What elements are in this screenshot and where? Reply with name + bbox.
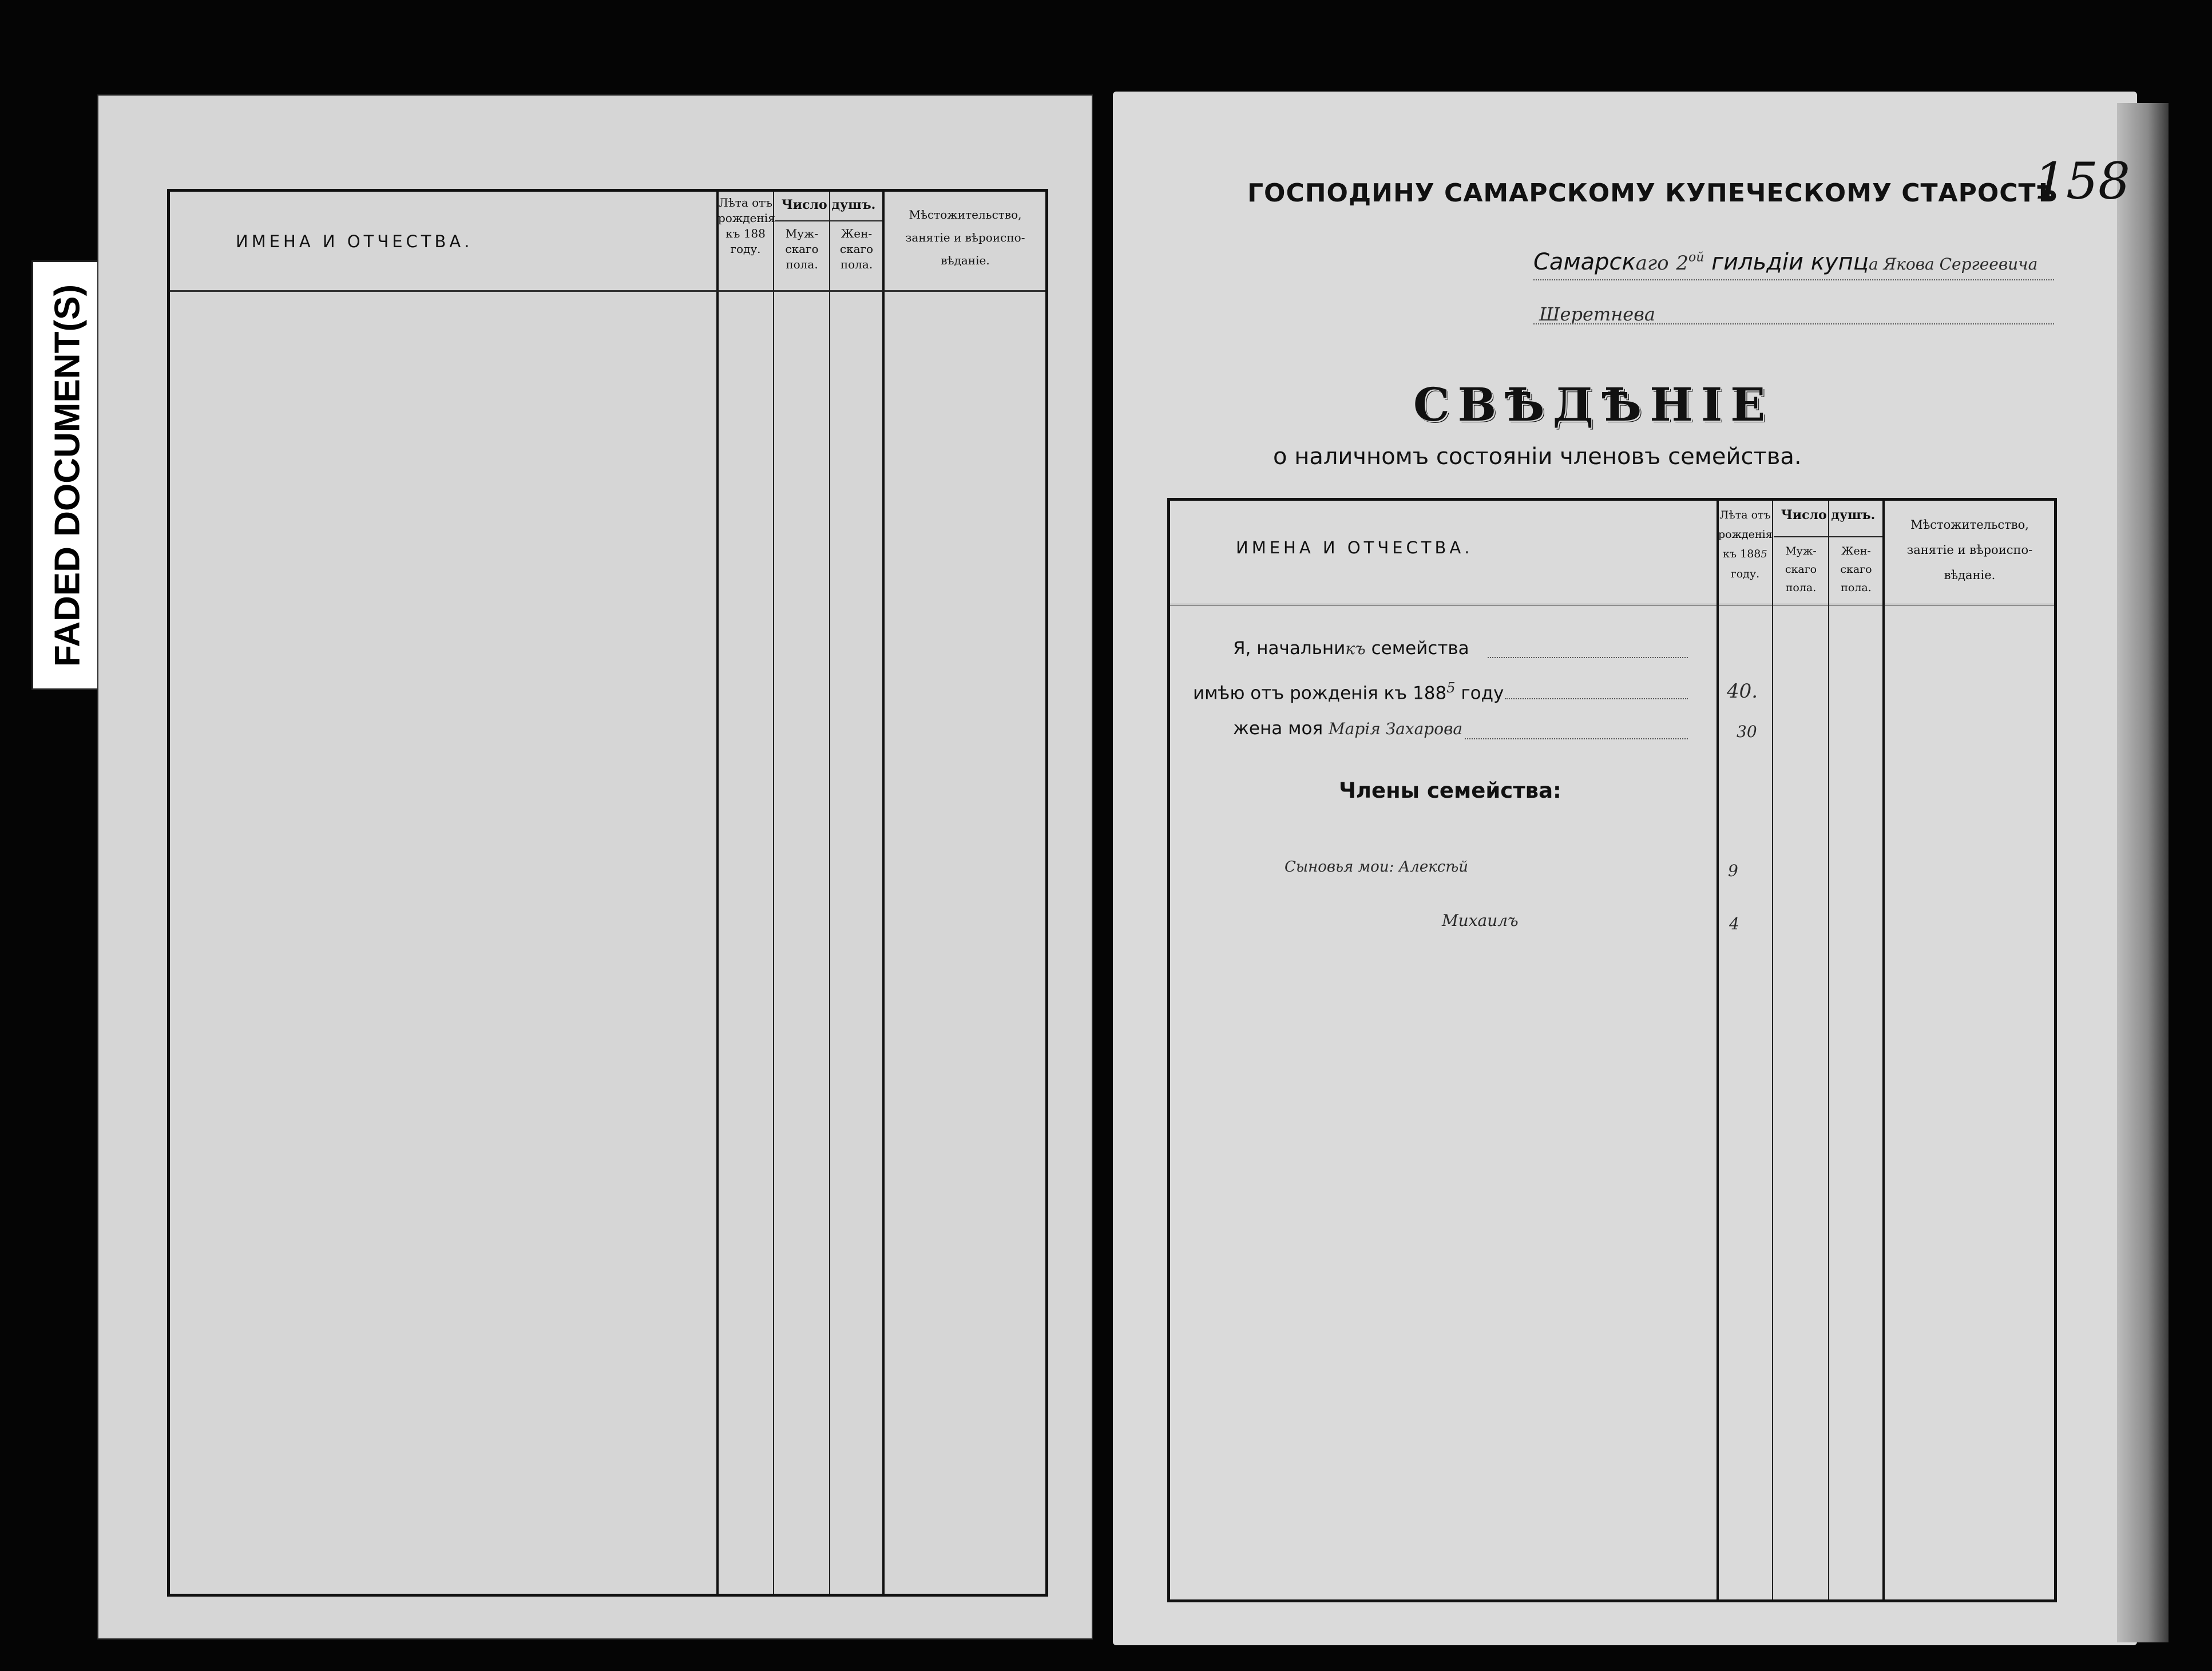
member-son-1: Сыновья мои: Алексѣй bbox=[1285, 858, 1469, 876]
merchant-surname: Шеретнева bbox=[1539, 303, 1655, 325]
male-column-header: Муж- скаго пола. bbox=[1785, 545, 1817, 594]
names-column-header: ИМЕНА И ОТЧЕСТВА. bbox=[1236, 538, 1473, 557]
member-son-1-age: 9 bbox=[1728, 861, 1738, 880]
souls-column-header: Число душъ. bbox=[781, 197, 876, 212]
birth-year-row: имѣю отъ рожденія къ $188^5$ году bbox=[1193, 680, 1504, 704]
document-subtitle: о наличномъ состояніи членовъ семейства. bbox=[1273, 444, 1802, 470]
wife-row: жена моя Марія Захарова bbox=[1233, 718, 1463, 739]
names-column-header: ИМЕНА И ОТЧЕСТВА. bbox=[236, 232, 473, 251]
female-column-header: Жен- скаго пола. bbox=[1840, 545, 1872, 594]
residence-column-header: Мѣстожительство, занятіе и вѣроиспо- вѣданіе. bbox=[1906, 518, 2033, 582]
document-title: СВѢДѢНІЕ bbox=[1413, 378, 1774, 431]
addressee-heading: ГОСПОДИНУ САМАРСКОМУ КУПЕЧЕСКОМУ СТАРОСТѢ bbox=[1247, 179, 2058, 208]
stamp-label: FADED DOCUMENT(S) bbox=[47, 284, 88, 667]
page-number: 158 bbox=[2034, 152, 2130, 211]
merchant-line: Самарскаго $2^{ой}$ гильдіи купца Якова Сергеевича bbox=[1533, 249, 2038, 275]
head-age: 40. bbox=[1727, 680, 1758, 703]
age-column-header: Лѣта отъ рожденія къ 1885 году. bbox=[1718, 509, 1773, 580]
wife-age: 30 bbox=[1737, 722, 1757, 741]
left-table bbox=[167, 189, 1048, 1597]
age-column-header: Лѣта отъ рожденія къ 188 году. bbox=[718, 196, 775, 256]
member-son-2: Михаилъ bbox=[1442, 911, 1519, 930]
right-table bbox=[1167, 498, 2057, 1602]
male-column-header: Муж- скаго пола. bbox=[785, 227, 819, 271]
residence-column-header: Мѣстожительство, занятіе и вѣроиспо- вѣданіе. bbox=[905, 208, 1025, 267]
page-edge bbox=[2117, 103, 2169, 1642]
member-son-2-age: 4 bbox=[1729, 914, 1739, 933]
faded-document-stamp bbox=[31, 260, 104, 690]
head-of-family-row: Я, начальникъ семейства bbox=[1233, 638, 1469, 659]
family-members-title: Члены семейства: bbox=[1339, 778, 1561, 803]
souls-column-header: Число душъ. bbox=[1781, 508, 1876, 522]
female-column-header: Жен- скаго пола. bbox=[839, 227, 874, 271]
